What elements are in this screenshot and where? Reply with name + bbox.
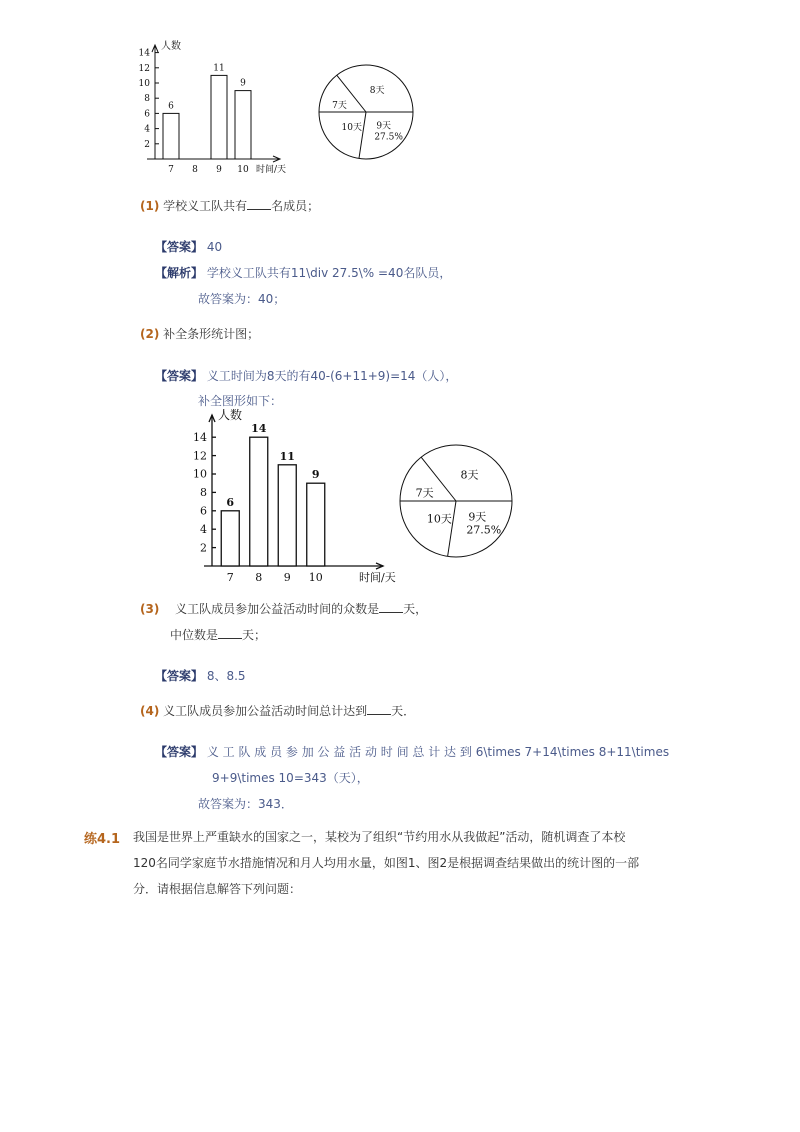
question-4-number: (4) — [140, 704, 160, 718]
question-2 — [140, 325, 259, 342]
x-axis-label: 时间/天 — [359, 571, 396, 584]
y-axis-label: 人数 — [161, 41, 181, 52]
question-4-conclusion: 故答案为：343． — [198, 797, 293, 811]
x-tick-label: 7 — [168, 165, 174, 175]
answer-tag: 【答案】 — [155, 669, 204, 683]
question-1-number: (1) — [140, 199, 160, 213]
bar-data-label: 14 — [251, 422, 267, 436]
practice-line1: 我国是世界上严重缺水的国家之一，某校为了组织“节约用水从我做起”活动，随机调查了本校 — [133, 830, 626, 844]
answer-value: 义工时间为8天的有40-(6+11+9)=14（人）， — [206, 369, 458, 383]
answer-blank — [379, 602, 403, 613]
question-3-line2 — [170, 626, 266, 643]
question-4 — [140, 702, 415, 719]
y-tick-label: 14 — [138, 48, 150, 59]
answer-blank — [218, 628, 242, 639]
answer-tag: 【答案】 — [155, 240, 204, 254]
answer-line1: 义 工 队 成 员 参 加 公 益 活 动 时 间 总 计 达 到 6\times 7+14\times 8+11\times — [206, 745, 670, 759]
y-tick-label: 12 — [138, 63, 150, 74]
question-4-text-after: 天． — [391, 704, 416, 718]
y-tick-label: 6 — [144, 109, 150, 120]
pie-slice-label: 8天 — [460, 468, 479, 482]
x-tick-label: 10 — [237, 165, 249, 175]
question-3-number: (3) — [140, 602, 160, 616]
x-tick-label: 10 — [308, 571, 323, 584]
x-tick-label: 9 — [216, 165, 222, 175]
y-tick-label: 14 — [193, 430, 207, 444]
question-2-note: 补全图形如下： — [198, 394, 283, 408]
question-1-text-before: 学校义工队共有 — [163, 199, 248, 213]
bar-data-label: 6 — [168, 101, 174, 112]
question-3-line1-after: 天， — [403, 602, 428, 616]
answer-line2: 9+9\times 10=343（天）， — [212, 771, 369, 785]
question-3-line2-before: 中位数是 — [170, 628, 219, 642]
question-3-answer — [155, 667, 246, 684]
answer-tag: 【答案】 — [155, 369, 204, 383]
practice-line2: 120名同学家庭节水措施情况和月人均用水量，如图1、图2是根据调查结果做出的统计图的一部 — [133, 856, 640, 870]
bar-data-label: 9 — [240, 78, 246, 89]
y-tick-label: 10 — [193, 467, 207, 481]
x-axis-label: 时间/天 — [256, 165, 287, 175]
bar — [221, 511, 239, 566]
pie-slice-percent: 27.5% — [374, 132, 403, 143]
question-2-number: (2) — [140, 327, 160, 341]
pie-slice-label: 7天 — [415, 486, 434, 500]
bar — [307, 483, 325, 566]
question-4-text-before: 义工队成员参加公益活动时间总计达到 — [163, 704, 368, 718]
bar — [278, 465, 296, 566]
practice-line3: 分．请根据信息解答下列问题： — [133, 882, 302, 896]
answer-value: 40 — [206, 240, 223, 254]
question-3 — [140, 600, 427, 617]
analysis-tag: 【解析】 — [155, 266, 204, 280]
bar-data-label: 9 — [311, 468, 320, 482]
bar — [235, 91, 251, 159]
y-tick-label: 10 — [138, 79, 150, 89]
y-tick-label: 12 — [193, 449, 207, 463]
answer-blank — [367, 704, 391, 715]
analysis-text: 学校义工队共有11\div 27.5\% =40名队员， — [206, 266, 452, 280]
bar-data-label: 11 — [213, 63, 225, 74]
answer-tag: 【答案】 — [155, 745, 204, 759]
question-2-answer — [155, 367, 457, 384]
y-tick-label: 2 — [200, 541, 207, 555]
question-2-text: 补全条形统计图； — [163, 327, 260, 341]
y-tick-label: 2 — [144, 139, 150, 150]
x-tick-label: 9 — [283, 571, 291, 584]
bar-data-label: 6 — [226, 495, 235, 509]
pie-slice-label: 7天 — [332, 101, 347, 112]
bar — [163, 113, 179, 159]
question-1-answer — [155, 238, 222, 255]
bar-data-label: 11 — [279, 449, 295, 463]
x-tick-label: 8 — [192, 165, 198, 175]
bar — [211, 75, 227, 159]
pie-slice-label: 9天 — [376, 121, 392, 132]
question-3-line1-before: 义工队成员参加公益活动时间的众数是 — [175, 602, 380, 616]
bar — [250, 437, 268, 566]
y-axis-label: 人数 — [218, 408, 243, 422]
question-1-analysis — [155, 264, 451, 281]
question-1 — [140, 197, 319, 214]
question-1-conclusion: 故答案为：40； — [198, 292, 286, 306]
x-tick-label: 8 — [255, 571, 263, 584]
y-tick-label: 8 — [144, 94, 150, 105]
question-1-text-after: 名成员； — [271, 199, 320, 213]
y-tick-label: 6 — [200, 504, 207, 518]
y-tick-label: 4 — [200, 522, 207, 536]
y-tick-label: 4 — [144, 124, 150, 135]
answer-value: 8、8.5 — [206, 669, 246, 683]
pie-slice-percent: 27.5% — [466, 523, 502, 537]
pie-slice-label: 9天 — [468, 510, 487, 524]
pie-slice-label: 10天 — [426, 512, 452, 526]
question-3-line2-after: 天； — [242, 628, 267, 642]
practice-label: 练4.1 — [84, 832, 121, 847]
y-tick-label: 8 — [200, 486, 207, 500]
x-tick-label: 7 — [226, 571, 234, 584]
answer-blank — [247, 199, 271, 210]
question-4-answer — [155, 743, 669, 760]
pie-slice-label: 10天 — [341, 122, 363, 133]
pie-slice-label: 8天 — [369, 86, 385, 97]
